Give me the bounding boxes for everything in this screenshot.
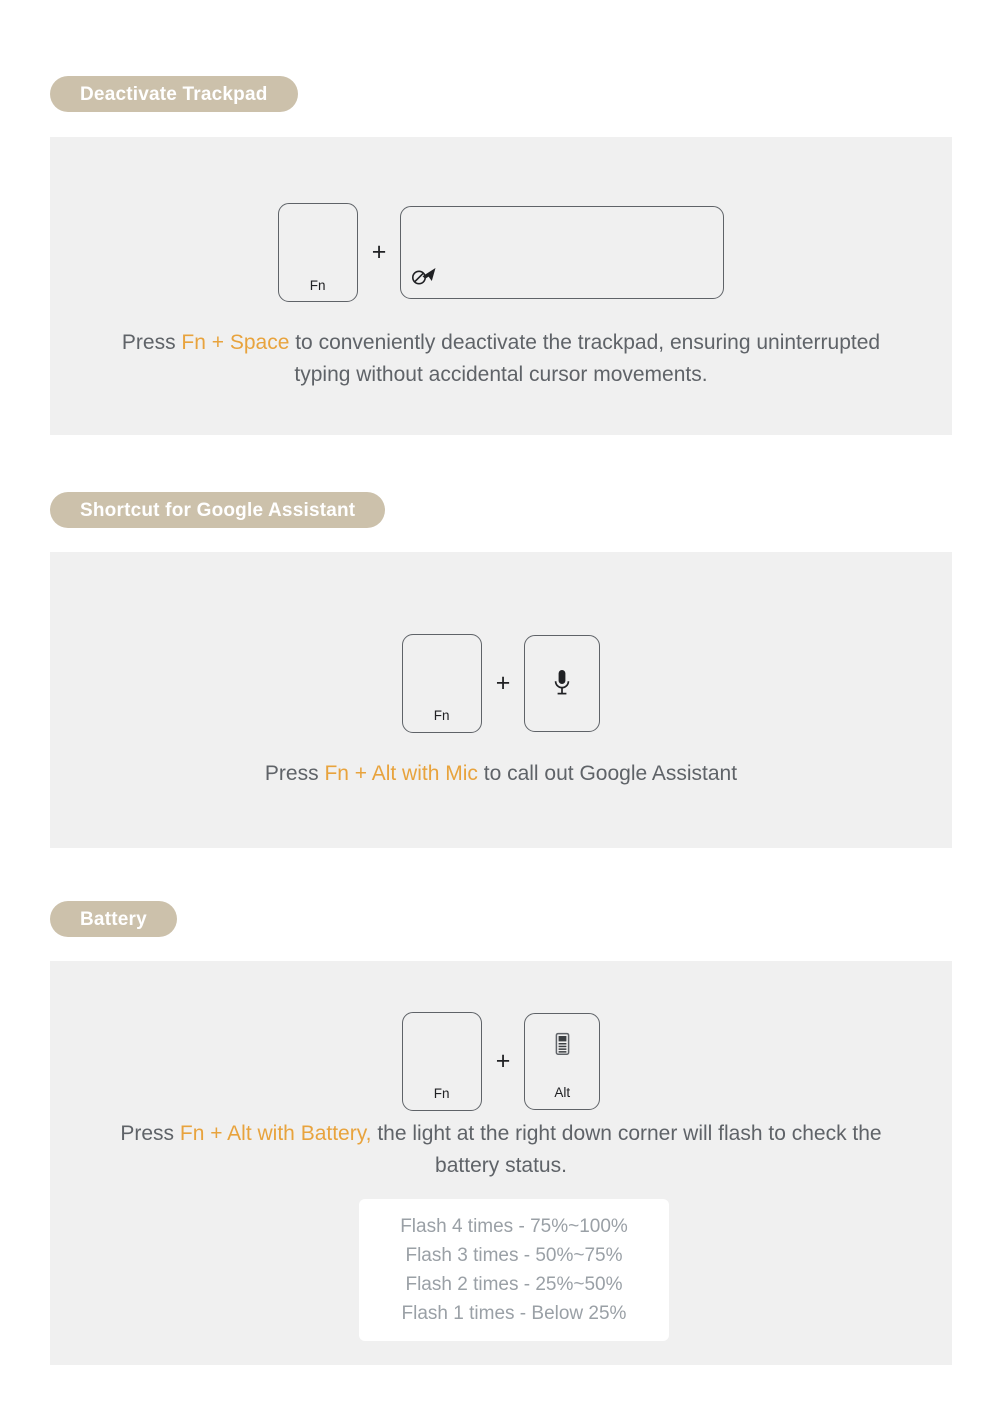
key-combo-trackpad bbox=[50, 200, 952, 305]
plus-sign: + bbox=[495, 1046, 511, 1075]
key-alt[interactable] bbox=[524, 1013, 600, 1110]
key-fn-label: Fn bbox=[433, 708, 450, 723]
section-pill-deactivate-trackpad bbox=[50, 76, 298, 112]
section-pill-label: Deactivate Trackpad bbox=[80, 83, 268, 105]
desc-highlight: Fn + Alt with Battery, bbox=[179, 1122, 372, 1145]
key-combo-assistant bbox=[50, 633, 952, 733]
section-panel-deactivate-trackpad bbox=[50, 137, 952, 435]
flash-legend-item: Flash 3 times - 50%~75% bbox=[405, 1245, 623, 1266]
flash-legend-item: Flash 4 times - 75%~100% bbox=[400, 1216, 628, 1237]
plus-sign: + bbox=[371, 238, 387, 266]
battery-icon bbox=[525, 1032, 599, 1056]
desc-lead: Press bbox=[121, 331, 182, 354]
section-panel-google-assistant bbox=[50, 552, 952, 848]
description-trackpad bbox=[50, 327, 952, 391]
desc-lead: Press bbox=[264, 762, 325, 785]
flash-legend-item: Flash 1 times - Below 25% bbox=[401, 1303, 627, 1324]
key-space[interactable] bbox=[400, 206, 724, 299]
trackpad-off-icon bbox=[411, 265, 439, 290]
desc-rest: to call out Google Assistant bbox=[477, 762, 738, 785]
desc-highlight: Fn + Space bbox=[181, 331, 290, 354]
section-pill-label: Shortcut for Google Assistant bbox=[80, 499, 356, 521]
key-fn[interactable] bbox=[278, 203, 358, 302]
desc-rest: to conveniently deactivate the trackpad, ensuring uninterrupted typing without accidental cursor movements. bbox=[289, 331, 881, 386]
description-battery bbox=[50, 1118, 952, 1182]
section-pill-label: Battery bbox=[80, 908, 147, 930]
section-pill-google-assistant bbox=[50, 492, 385, 528]
section-pill-battery bbox=[50, 901, 177, 937]
microphone-icon bbox=[525, 636, 599, 731]
key-combo-battery bbox=[50, 1006, 952, 1116]
flash-legend-item: Flash 2 times - 25%~50% bbox=[405, 1274, 623, 1295]
section-panel-battery bbox=[50, 961, 952, 1365]
key-fn-label: Fn bbox=[433, 1086, 450, 1101]
key-alt-label: Alt bbox=[554, 1085, 571, 1100]
description-assistant bbox=[50, 758, 952, 790]
plus-sign: + bbox=[495, 668, 511, 697]
desc-rest: the light at the right down corner will flash to check the battery status. bbox=[371, 1122, 882, 1177]
desc-highlight: Fn + Alt with Mic bbox=[324, 762, 478, 785]
desc-lead: Press bbox=[120, 1122, 180, 1145]
key-fn[interactable] bbox=[402, 634, 482, 733]
key-mic[interactable] bbox=[524, 635, 600, 732]
key-fn[interactable] bbox=[402, 1012, 482, 1111]
battery-flash-legend bbox=[359, 1199, 669, 1341]
key-fn-label: Fn bbox=[309, 277, 326, 293]
